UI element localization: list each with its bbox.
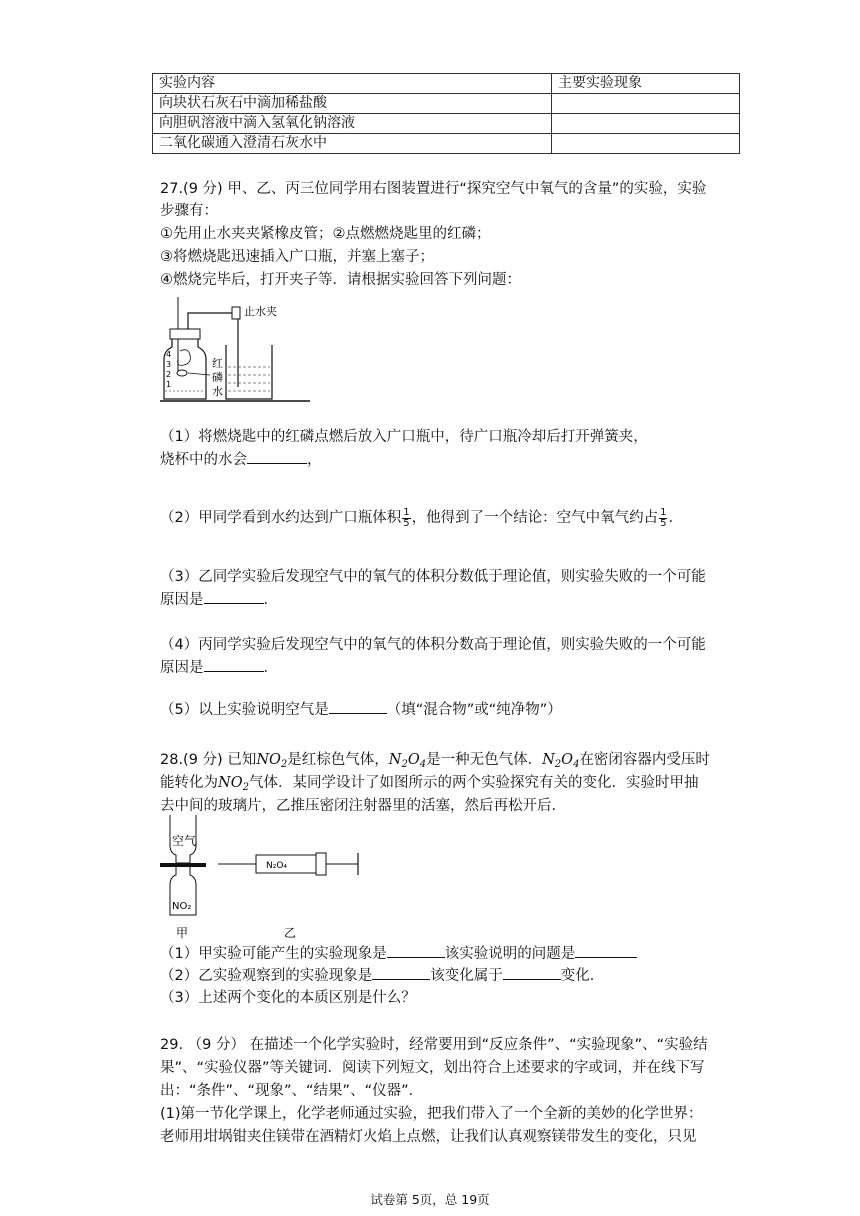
q27-part1-text: 烧杯中的水会 bbox=[160, 452, 247, 468]
q28-text: 是红棕色气体， bbox=[287, 752, 389, 768]
q29-line3: 出：“条件”、“现象”、“结果”、“仪器”． bbox=[160, 1083, 424, 1099]
q28-sub-text: （2）乙实验观察到的实验现象是 bbox=[160, 968, 373, 984]
q29-line5: 老师用坩埚钳夹住镁带在酒精灯火焰上点燃，让我们认真观察镁带发生的变化，只见 bbox=[160, 1129, 697, 1145]
table-header-cell: 实验内容 bbox=[153, 74, 552, 94]
q27-part5-text-a: （5）以上实验说明空气是 bbox=[160, 702, 329, 718]
answer-blank[interactable] bbox=[575, 943, 637, 958]
fraction-numerator: 1 bbox=[660, 506, 667, 518]
formula-text: O bbox=[407, 752, 420, 768]
formula-text: NO bbox=[256, 752, 281, 768]
q27-step-line3: ④燃烧完毕后，打开夹子等．请根据实验回答下列问题： bbox=[160, 272, 521, 288]
oxygen-apparatus-figure bbox=[160, 295, 310, 407]
answer-blank[interactable] bbox=[387, 943, 445, 958]
figure-label-jia: 甲 bbox=[176, 926, 189, 940]
formula-text: N bbox=[542, 752, 555, 768]
q27-part3-line2 bbox=[160, 589, 278, 611]
formula-no2 bbox=[218, 775, 249, 791]
fraction-one-fifth bbox=[402, 508, 410, 529]
q27-part3-end: ． bbox=[263, 592, 278, 608]
q28-sub-text: 该实验说明的问题是 bbox=[444, 946, 576, 962]
q27-part2-end: . bbox=[668, 510, 674, 526]
experiment-table bbox=[152, 73, 740, 154]
q27-part1-line1: （1）将燃烧匙中的红磷点燃后放入广口瓶中，待广口瓶冷却后打开弹簧夹， bbox=[160, 429, 648, 445]
q27-part4-line2 bbox=[160, 657, 278, 679]
q28-sub1 bbox=[160, 943, 637, 965]
q28-sub2 bbox=[160, 965, 604, 987]
q29-line2: 果”、“实验仪器”等关键词．阅读下列短文，划出符合上述要求的字或词，并在线下写 bbox=[160, 1060, 705, 1076]
gas-experiment-figure bbox=[160, 815, 380, 940]
table-cell: 向块状石灰石中滴加稀盐酸 bbox=[153, 94, 552, 114]
table-row bbox=[153, 134, 740, 154]
formula-n2o4 bbox=[542, 752, 579, 768]
air-label: 空气 bbox=[172, 834, 197, 848]
table-cell bbox=[552, 134, 740, 154]
q28-sub-text: 该变化属于 bbox=[430, 968, 503, 984]
formula-subscript: 2 bbox=[554, 759, 562, 770]
q27-part3-line1: （3）乙同学实验后发现空气中的氧气的体积分数低于理论值，则实验失败的一个可能 bbox=[160, 569, 706, 585]
q28-text: 28.(9 分) 已知 bbox=[160, 752, 257, 768]
table-cell bbox=[552, 94, 740, 114]
table-cell: 二氧化碳通入澄清石灰水中 bbox=[153, 134, 552, 154]
clamp-label: 止水夹 bbox=[244, 305, 277, 318]
formula-subscript: 2 bbox=[401, 759, 408, 770]
q27-part3-text: 原因是 bbox=[160, 592, 204, 608]
formula-subscript: 4 bbox=[573, 759, 580, 770]
fraction-numerator: 1 bbox=[403, 506, 410, 518]
q27-part4-end: ． bbox=[263, 660, 278, 676]
formula-text: NO bbox=[218, 775, 243, 791]
scale-mark: 4 bbox=[166, 350, 172, 359]
scale-mark: 2 bbox=[166, 370, 172, 379]
table-cell: 向胆矾溶液中滴入氢氧化钠溶液 bbox=[153, 114, 552, 134]
q27-part2-text-b: ，他得到了一个结论：空气中氧气约占 bbox=[411, 510, 659, 526]
answer-blank[interactable] bbox=[247, 449, 307, 464]
q27-part5-text-b: （填“混合物”或“纯净物”） bbox=[386, 702, 562, 718]
q29-line4: (1)第一节化学课上，化学老师通过实验，把我们带入了一个全新的美妙的化学世界： bbox=[160, 1106, 703, 1122]
scale-mark: 1 bbox=[166, 380, 172, 389]
q29-line1: 29. （9 分） 在描述一个化学实验时，经常要用到“反应条件”、“实验现象”、“实验结 bbox=[160, 1037, 708, 1053]
formula-text: O bbox=[561, 752, 574, 768]
q27-part4-line1: （4）丙同学实验后发现空气中的氧气的体积分数高于理论值，则实验失败的一个可能 bbox=[160, 637, 706, 653]
table-header-cell: 主要实验现象 bbox=[552, 74, 740, 94]
q27-part2-line bbox=[160, 507, 673, 529]
q28-text: 能转化为 bbox=[160, 775, 218, 791]
q27-intro-line2: 步骤有： bbox=[160, 203, 218, 219]
q28-text: 气体．某同学设计了如图所示的两个实验探究有关的变化．实验时甲抽 bbox=[248, 775, 699, 791]
table-header-row bbox=[153, 74, 740, 94]
q27-part2-text-a: （2）甲同学看到水约达到广口瓶体积 bbox=[160, 510, 402, 526]
q27-part1-end: ， bbox=[307, 452, 322, 468]
q27-part4-text: 原因是 bbox=[160, 660, 204, 676]
phosphorus-label: 磷 bbox=[212, 371, 223, 384]
fraction-denominator: 5 bbox=[660, 517, 667, 529]
q28-line3: 去中间的玻璃片，乙推压密闭注射器里的活塞，然后再松开后． bbox=[160, 798, 566, 814]
n2o4-label: N₂O₄ bbox=[266, 861, 288, 871]
q27-step-line1: ①先用止水夹夹紧橡皮管；②点燃燃烧匙里的红磷； bbox=[160, 226, 491, 242]
formula-no2 bbox=[256, 752, 287, 768]
formula-subscript: 2 bbox=[242, 782, 249, 793]
q27-step-line2: ③将燃烧匙迅速插入广口瓶，并塞上塞子； bbox=[160, 249, 434, 265]
q28-sub-text: 变化． bbox=[560, 968, 605, 984]
table-row bbox=[153, 94, 740, 114]
table-cell bbox=[552, 114, 740, 134]
figure-label-yi: 乙 bbox=[284, 926, 297, 940]
formula-text: N bbox=[388, 752, 402, 768]
water-label: 水 bbox=[212, 385, 223, 398]
scale-mark: 3 bbox=[166, 360, 172, 369]
bottle-scale bbox=[166, 350, 171, 389]
fraction-denominator: 5 bbox=[403, 517, 410, 529]
page-footer: 试卷第 5页，总 19页 bbox=[370, 1192, 490, 1207]
no2-label: NO₂ bbox=[172, 901, 192, 912]
clamp-icon bbox=[232, 307, 240, 319]
q28-sub3: （3）上述两个变化的本质区别是什么？ bbox=[160, 990, 416, 1006]
answer-blank[interactable] bbox=[204, 589, 264, 604]
q27-part5-line bbox=[160, 699, 562, 721]
fraction-one-fifth bbox=[659, 508, 667, 529]
table-row bbox=[153, 114, 740, 134]
answer-blank[interactable] bbox=[372, 965, 430, 980]
q28-sub-text: （1）甲实验可能产生的实验现象是 bbox=[160, 946, 387, 962]
answer-blank[interactable] bbox=[204, 657, 264, 672]
q27-part1-line2 bbox=[160, 449, 322, 471]
glass-plate bbox=[160, 863, 206, 867]
red-label: 红 bbox=[212, 357, 223, 370]
formula-subscript: 2 bbox=[280, 759, 288, 770]
answer-blank[interactable] bbox=[503, 965, 561, 980]
q27-intro-line1: 27.(9 分) 甲、乙、丙三位同学用右图装置进行“探究空气中氧气的含量”的实验，实验 bbox=[160, 181, 707, 197]
q28-text: 在密闭容器内受压时 bbox=[579, 752, 710, 768]
q28-text: 是一种无色气体． bbox=[426, 752, 543, 768]
answer-blank[interactable] bbox=[329, 699, 387, 714]
formula-subscript: 4 bbox=[419, 759, 427, 770]
formula-n2o4 bbox=[389, 752, 426, 768]
